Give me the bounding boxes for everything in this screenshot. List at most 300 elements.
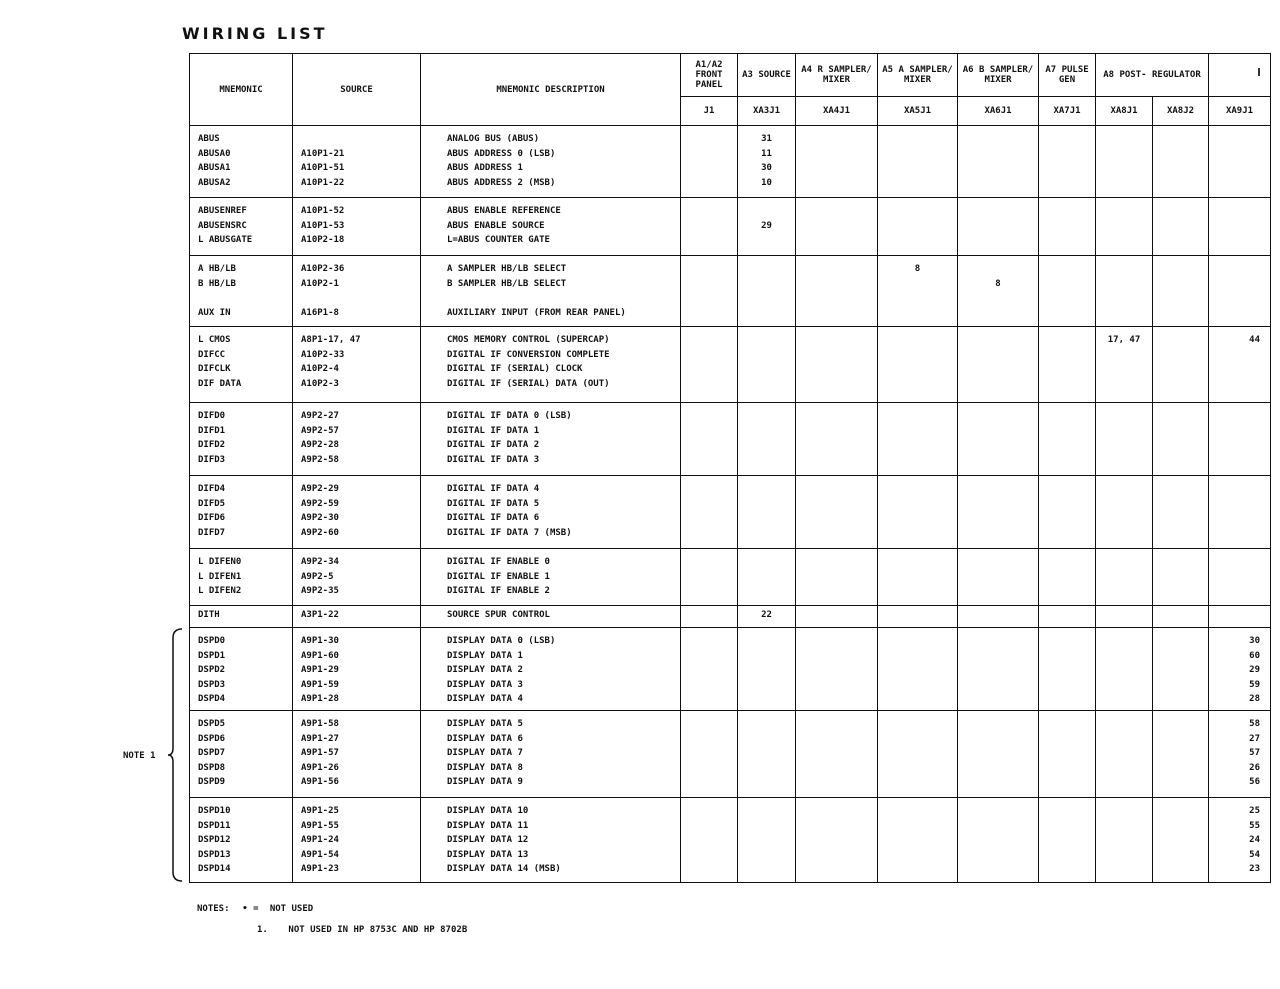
description: DIGITAL IF DATA 0 (LSB) — [447, 411, 572, 421]
pin-value — [738, 362, 795, 377]
pin-value — [796, 555, 877, 570]
source: A9P2-60 — [301, 527, 339, 538]
pin-value: 26 — [1249, 762, 1260, 773]
pin-value — [958, 555, 1038, 570]
source: A9P1-29 — [301, 665, 339, 675]
mnemonic: L DIFEN2 — [198, 586, 242, 596]
pin-value — [958, 692, 1038, 707]
pin-value — [958, 848, 1038, 863]
description-cell — [421, 198, 681, 256]
pin-value-cell — [958, 403, 1039, 476]
mnemonic: DSPD14 — [198, 864, 231, 874]
pin-value-cell — [1096, 628, 1153, 711]
pin-value — [681, 761, 737, 776]
pin-value — [1039, 348, 1095, 363]
mnemonic: DSPD11 — [198, 820, 231, 831]
pin-value — [958, 333, 1038, 348]
pin-value — [878, 717, 957, 732]
pin-value: 54 — [1249, 849, 1260, 860]
pin-value-cell — [1039, 256, 1096, 327]
pin-value — [878, 333, 957, 348]
description: ABUS ADDRESS 0 (LSB) — [447, 148, 556, 159]
pin-value — [1096, 438, 1152, 453]
pin-value — [1096, 453, 1152, 468]
pin-value — [958, 438, 1038, 453]
pin-value — [878, 424, 957, 439]
header-connector: XA5J1 — [878, 97, 958, 126]
pin-value — [796, 176, 877, 191]
pin-value — [796, 277, 877, 292]
pin-value — [878, 204, 957, 219]
pin-value — [1209, 584, 1260, 599]
pin-value — [681, 570, 737, 585]
pin-value: 57 — [1249, 748, 1260, 758]
source: A9P2-5 — [301, 571, 334, 582]
pin-value — [958, 862, 1038, 877]
pin-value — [681, 306, 737, 321]
header-assembly: A4 R SAMPLER/ MIXER — [796, 54, 878, 97]
pin-value — [681, 511, 737, 526]
pin-value — [681, 717, 737, 732]
mnemonic: DSPD10 — [198, 806, 231, 816]
pin-value — [796, 132, 877, 147]
pin-value — [1209, 438, 1260, 453]
pin-value — [738, 717, 795, 732]
description: A SAMPLER HB/LB SELECT — [447, 264, 567, 274]
pin-value-cell — [1096, 198, 1153, 256]
pin-value — [1039, 497, 1095, 512]
pin-value — [958, 453, 1038, 468]
pin-value — [1096, 409, 1152, 424]
pin-value-cell — [738, 198, 796, 256]
mnemonic: DSPD7 — [198, 748, 226, 758]
description: DISPLAY DATA 13 — [447, 849, 529, 860]
pin-value — [1039, 233, 1095, 248]
description: ABUS ADDRESS 1 — [447, 163, 523, 173]
pin-value — [1096, 497, 1152, 512]
pin-value-cell — [681, 549, 738, 606]
pin-value-cell — [796, 798, 878, 883]
pin-value-cell — [878, 256, 958, 327]
pin-value — [796, 306, 877, 321]
pin-value — [1039, 132, 1095, 147]
pin-value — [1209, 161, 1260, 176]
source-cell — [293, 549, 421, 606]
pin-value — [1096, 348, 1152, 363]
pin-value: 17, 47 — [1107, 335, 1141, 345]
source: A9P1-26 — [301, 762, 339, 773]
pin-value — [1039, 377, 1095, 392]
mnemonic-cell — [190, 198, 293, 256]
pin-value-cell — [878, 327, 958, 403]
pin-value — [681, 438, 737, 453]
pin-value — [1209, 262, 1260, 277]
pin-value — [1096, 692, 1152, 707]
row-group — [190, 256, 1271, 327]
pin-value — [738, 409, 795, 424]
pin-value — [878, 482, 957, 497]
pin-value — [1096, 761, 1152, 776]
pin-value — [1039, 775, 1095, 790]
pin-value — [958, 746, 1038, 761]
mnemonic — [198, 291, 292, 306]
pin-value — [958, 219, 1038, 234]
pin-value — [1153, 649, 1208, 664]
pin-value — [681, 176, 737, 191]
source: A10P1-53 — [301, 220, 345, 231]
description: DISPLAY DATA 2 — [447, 665, 523, 675]
pin-value — [878, 306, 957, 321]
mnemonic: ABUSENREF — [198, 206, 247, 216]
pin-value-cell — [1153, 711, 1209, 798]
pin-value — [1039, 526, 1095, 541]
mnemonic-cell — [190, 628, 293, 711]
pin-value-cell — [1209, 476, 1271, 549]
description — [447, 291, 680, 306]
pin-value — [681, 291, 737, 306]
pin-value — [958, 233, 1038, 248]
pin-value-cell — [1096, 606, 1153, 628]
pin-value — [796, 511, 877, 526]
row-group — [190, 798, 1271, 883]
header-connector: XA8J2 — [1153, 97, 1209, 126]
pin-value — [878, 634, 957, 649]
mnemonic: DSPD6 — [198, 733, 226, 744]
source: A10P2-33 — [301, 349, 345, 360]
pin-value-cell — [878, 403, 958, 476]
pin-value-cell — [958, 476, 1039, 549]
pin-value — [958, 678, 1038, 693]
source: A9P2-30 — [301, 513, 339, 523]
mnemonic: DITH — [198, 610, 220, 620]
pin-value — [1096, 634, 1152, 649]
pin-value — [1153, 819, 1208, 834]
header-connector: XA6J1 — [958, 97, 1039, 126]
pin-value — [1039, 746, 1095, 761]
pin-value — [738, 555, 795, 570]
pin-value — [796, 424, 877, 439]
source: A10P2-1 — [301, 278, 339, 289]
pin-value — [738, 497, 795, 512]
source: A9P1-54 — [301, 849, 339, 860]
pin-value — [681, 348, 737, 363]
pin-value-cell — [958, 711, 1039, 798]
pin-value-cell — [681, 198, 738, 256]
mnemonic: L ABUSGATE — [198, 235, 253, 245]
pin-value-cell — [681, 327, 738, 403]
pin-value: 22 — [761, 610, 772, 620]
pin-value — [1153, 424, 1208, 439]
pin-value — [1153, 161, 1208, 176]
pin-value — [796, 608, 877, 623]
pin-value — [958, 804, 1038, 819]
pin-value — [738, 775, 795, 790]
pin-value — [738, 692, 795, 707]
pin-value: 29 — [1249, 665, 1260, 675]
pin-value-cell — [738, 549, 796, 606]
pin-value — [1209, 176, 1260, 191]
pin-value-cell — [1153, 327, 1209, 403]
pin-value — [878, 132, 957, 147]
description-cell — [421, 606, 681, 628]
pin-value — [878, 692, 957, 707]
pin-value — [1039, 438, 1095, 453]
pin-value — [958, 732, 1038, 747]
pin-value — [1153, 262, 1208, 277]
description: DISPLAY DATA 10 — [447, 806, 529, 816]
header-assembly: A8 POST- REGULATOR — [1096, 54, 1209, 97]
pin-value — [796, 233, 877, 248]
pin-value — [1209, 291, 1260, 306]
bullet-meaning: NOT USED — [269, 904, 314, 914]
pin-value — [878, 775, 957, 790]
pin-value-cell — [681, 798, 738, 883]
pin-value — [1096, 775, 1152, 790]
source: A9P2-29 — [301, 484, 339, 494]
pin-value — [1209, 377, 1260, 392]
pin-value — [681, 848, 737, 863]
pin-value — [681, 147, 737, 162]
pin-value — [1153, 732, 1208, 747]
pin-value — [1096, 732, 1152, 747]
pin-value — [1153, 176, 1208, 191]
pin-value — [738, 862, 795, 877]
pin-value — [878, 161, 957, 176]
pin-value — [1096, 424, 1152, 439]
pin-value — [1209, 132, 1260, 147]
pin-value-cell — [1153, 126, 1209, 198]
pin-value — [681, 362, 737, 377]
pin-value-cell — [1209, 798, 1271, 883]
pin-value — [1153, 511, 1208, 526]
pin-value — [878, 804, 957, 819]
pin-value — [878, 678, 957, 693]
pin-value — [958, 717, 1038, 732]
description: B SAMPLER HB/LB SELECT — [447, 278, 567, 289]
page-title: WIRING LIST — [182, 24, 328, 43]
mnemonic: DSPD4 — [198, 694, 226, 704]
description-cell — [421, 256, 681, 327]
pin-value — [796, 804, 877, 819]
pin-value — [1039, 306, 1095, 321]
pin-value: 44 — [1249, 335, 1260, 345]
pin-value — [738, 732, 795, 747]
mnemonic: L DIFEN1 — [198, 571, 242, 582]
description: ABUS ADDRESS 2 (MSB) — [447, 177, 556, 188]
pin-value-cell — [796, 711, 878, 798]
pin-value — [738, 262, 795, 277]
description: ABUS ENABLE REFERENCE — [447, 206, 561, 216]
description: DISPLAY DATA 0 (LSB) — [447, 636, 556, 646]
pin-value — [738, 511, 795, 526]
pin-value — [796, 409, 877, 424]
pin-value — [738, 306, 795, 321]
pin-value — [796, 262, 877, 277]
mnemonic: DIFCC — [198, 349, 226, 360]
pin-value — [958, 649, 1038, 664]
pin-value-cell — [1209, 198, 1271, 256]
pin-value — [796, 219, 877, 234]
mnemonic-cell — [190, 798, 293, 883]
pin-value — [796, 862, 877, 877]
mnemonic: DSPD1 — [198, 650, 226, 661]
pin-value — [958, 176, 1038, 191]
pin-value: 24 — [1249, 835, 1260, 845]
pin-value — [1153, 233, 1208, 248]
source: A9P1-57 — [301, 748, 339, 758]
pin-value — [878, 176, 957, 191]
pin-value — [958, 424, 1038, 439]
pin-value — [1096, 262, 1152, 277]
pin-value-cell — [738, 256, 796, 327]
pin-value: 11 — [761, 148, 772, 159]
pin-value: 30 — [1249, 636, 1260, 646]
pin-value — [796, 584, 877, 599]
header-assembly: A3 SOURCE — [738, 54, 796, 97]
mnemonic-cell — [190, 126, 293, 198]
description: DISPLAY DATA 8 — [447, 762, 523, 773]
pin-value — [738, 438, 795, 453]
pin-value-cell — [958, 798, 1039, 883]
source-cell — [293, 798, 421, 883]
mnemonic: ABUSA0 — [198, 148, 231, 159]
source: A10P2-36 — [301, 264, 345, 274]
pin-value — [681, 219, 737, 234]
pin-value — [681, 262, 737, 277]
row-group — [190, 327, 1271, 403]
mnemonic: L CMOS — [198, 335, 231, 345]
pin-value-cell — [796, 606, 878, 628]
pin-value — [796, 634, 877, 649]
pin-value — [681, 804, 737, 819]
pin-value — [1209, 147, 1260, 162]
mnemonic: DSPD0 — [198, 636, 226, 646]
pin-value: 8 — [995, 278, 1001, 289]
description: SOURCE SPUR CONTROL — [447, 610, 550, 620]
description: DISPLAY DATA 3 — [447, 679, 523, 690]
pin-value — [958, 262, 1038, 277]
mnemonic-cell — [190, 606, 293, 628]
pin-value — [1153, 147, 1208, 162]
pin-value — [681, 746, 737, 761]
pin-value — [796, 761, 877, 776]
pin-value — [1039, 717, 1095, 732]
pin-value-cell — [1096, 126, 1153, 198]
pin-value — [1209, 204, 1260, 219]
pin-value-cell — [738, 327, 796, 403]
pin-value-cell — [1039, 327, 1096, 403]
pin-value-cell — [1039, 476, 1096, 549]
pin-value — [738, 453, 795, 468]
description: DISPLAY DATA 5 — [447, 719, 523, 729]
note-number: 1. — [257, 925, 268, 935]
pin-value — [1153, 333, 1208, 348]
pin-value — [1153, 608, 1208, 623]
pin-value — [681, 775, 737, 790]
pin-value — [1153, 219, 1208, 234]
pin-value — [958, 348, 1038, 363]
pin-value — [1153, 291, 1208, 306]
pin-value — [796, 570, 877, 585]
pin-value — [738, 526, 795, 541]
pin-value — [878, 277, 957, 292]
pin-value — [1039, 649, 1095, 664]
pin-value-cell — [1039, 403, 1096, 476]
pin-value — [1096, 306, 1152, 321]
source: A9P1-60 — [301, 650, 339, 661]
source: A9P2-57 — [301, 425, 339, 436]
pin-value — [681, 732, 737, 747]
pin-value — [878, 348, 957, 363]
pin-value-cell — [1039, 628, 1096, 711]
description-cell — [421, 476, 681, 549]
description: DISPLAY DATA 14 (MSB) — [447, 864, 561, 874]
pin-value-cell — [958, 126, 1039, 198]
description: DISPLAY DATA 9 — [447, 777, 523, 787]
pin-value-cell — [958, 606, 1039, 628]
pin-value — [796, 204, 877, 219]
pin-value — [1209, 306, 1260, 321]
pin-value — [796, 732, 877, 747]
pin-value — [681, 833, 737, 848]
pin-value-cell — [1096, 476, 1153, 549]
description-cell — [421, 126, 681, 198]
pin-value — [1096, 526, 1152, 541]
pin-value — [1153, 482, 1208, 497]
pin-value — [738, 833, 795, 848]
source: A10P1-52 — [301, 206, 345, 216]
description-cell — [421, 403, 681, 476]
pin-value — [681, 555, 737, 570]
description-cell — [421, 327, 681, 403]
source — [301, 132, 420, 147]
pin-value — [1039, 453, 1095, 468]
pin-value — [958, 147, 1038, 162]
mnemonic: DSPD3 — [198, 679, 226, 690]
header-assembly: A6 B SAMPLER/ MIXER — [958, 54, 1039, 97]
pin-value — [1153, 634, 1208, 649]
source: A16P1-8 — [301, 307, 339, 318]
header-connector: XA4J1 — [796, 97, 878, 126]
pin-value — [1096, 678, 1152, 693]
pin-value — [681, 233, 737, 248]
pin-value — [738, 333, 795, 348]
pin-value-cell — [1209, 628, 1271, 711]
pin-value-cell — [796, 476, 878, 549]
pin-value — [878, 833, 957, 848]
description: DIGITAL IF DATA 6 — [447, 513, 540, 523]
mnemonic: DSPD9 — [198, 777, 226, 787]
pin-value — [958, 584, 1038, 599]
pin-value — [1039, 584, 1095, 599]
pin-value-cell — [1039, 126, 1096, 198]
pin-value — [1096, 233, 1152, 248]
pin-value — [1039, 608, 1095, 623]
source: A9P1-24 — [301, 835, 339, 845]
pin-value-cell — [1096, 549, 1153, 606]
pin-value-cell — [1209, 711, 1271, 798]
pin-value — [1096, 862, 1152, 877]
pin-value — [796, 333, 877, 348]
pin-value — [1209, 497, 1260, 512]
header-source: SOURCE — [293, 54, 421, 126]
pin-value — [878, 362, 957, 377]
pin-value — [1039, 663, 1095, 678]
pin-value — [1153, 132, 1208, 147]
pin-value — [1153, 717, 1208, 732]
pin-value — [738, 233, 795, 248]
pin-value — [1096, 291, 1152, 306]
